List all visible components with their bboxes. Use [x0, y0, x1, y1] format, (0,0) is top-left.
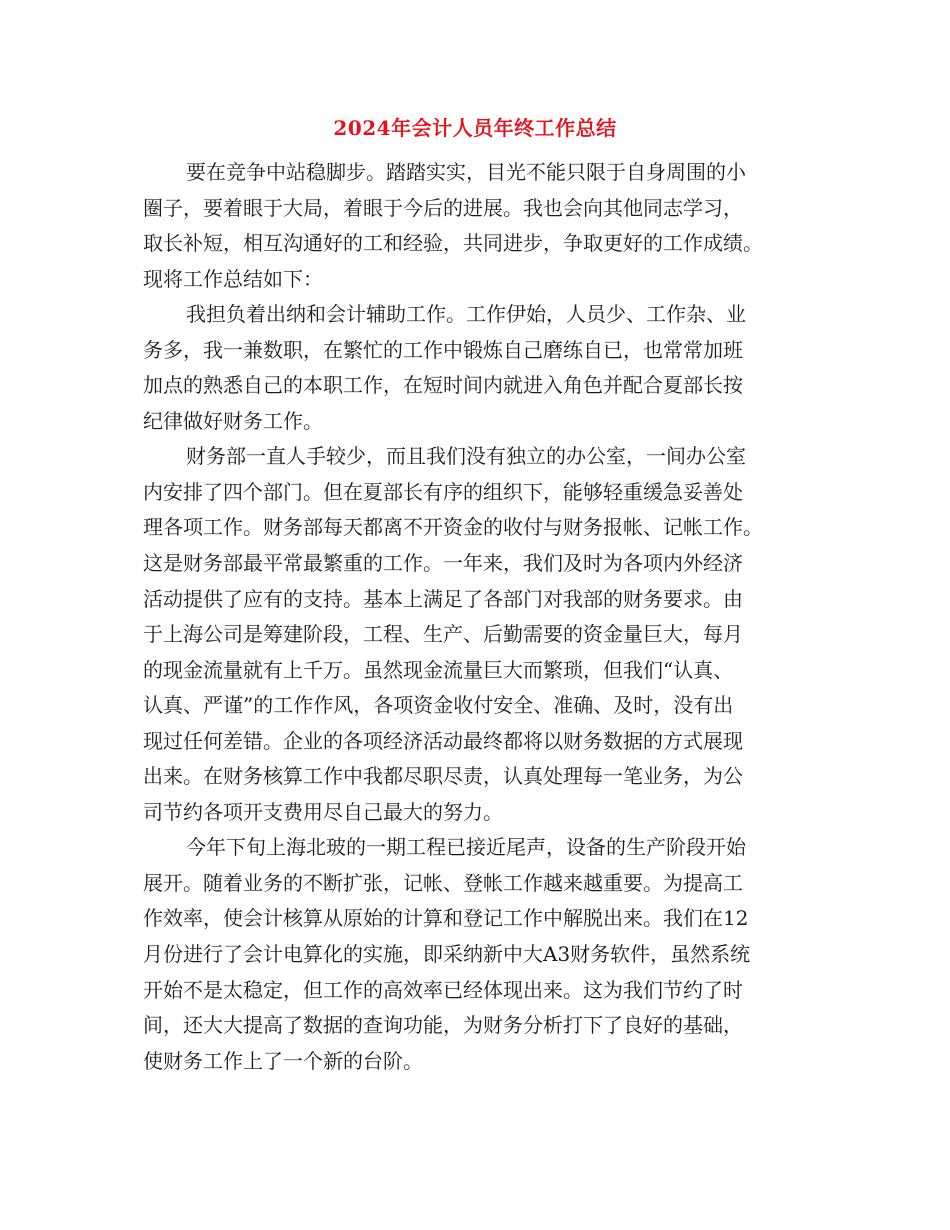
- paragraph: [143, 297, 813, 439]
- text-line: 认真、严谨”的工作作风，各项资金收付安全、准确、及时，没有出: [143, 693, 734, 718]
- text-line: 于上海公司是筹建阶段，工程、生产、后勤需要的资金量巨大，每月: [143, 622, 743, 647]
- text-line: 务多，我一兼数职，在繁忙的工作中锻炼自己磨练自已，也常常加班: [143, 337, 743, 362]
- text-line: 现过任何差错。企业的各项经济活动最终都将以财务数据的方式展现: [143, 728, 743, 753]
- text-line: 开始不是太稳定，但工作的高效率已经体现出来。这为我们节约了时: [143, 977, 743, 1002]
- text-line: 活动提供了应有的支持。基本上满足了各部门对我部的财务要求。由: [143, 586, 743, 611]
- paragraph: [143, 830, 813, 1079]
- text-line: 现将工作总结如下：: [143, 266, 323, 291]
- text-line: 间，还大大提高了数据的查询功能，为财务分析打下了良好的基础，: [143, 1013, 743, 1038]
- text-line: 取长补短，相互沟通好的工和经验，共同进步，争取更好的工作成绩。: [143, 231, 763, 256]
- document-title: 2024年会计人员年终工作总结: [333, 116, 617, 140]
- text-line: 圈子，要着眼于大局，着眼于今后的进展。我也会向其他同志学习，: [143, 195, 743, 220]
- paragraph: [143, 155, 813, 297]
- text-line: 这是财务部最平常最繁重的工作。一年来，我们及时为各项内外经济: [143, 551, 743, 576]
- text-line: 内安排了四个部门。但在夏部长有序的组织下，能够轻重缓急妥善处: [143, 479, 743, 504]
- text-line: 今年下旬上海北玻的一期工程已接近尾声，设备的生产阶段开始: [186, 835, 746, 860]
- text-line: 使财务工作上了一个新的台阶。: [143, 1048, 423, 1073]
- text-line: 要在竞争中站稳脚步。踏踏实实，目光不能只限于自身周围的小: [186, 160, 746, 184]
- text-line: 出来。在财务核算工作中我都尽职尽责，认真处理每一笔业务，为公: [143, 764, 743, 789]
- text-line: 司节约各项开支费用尽自己最大的努力。: [143, 799, 503, 824]
- paragraph: [143, 439, 813, 830]
- text-line: 的现金流量就有上千万。虽然现金流量巨大而繁琐，但我们“认真、: [143, 657, 734, 682]
- text-line: 加点的熟悉自己的本职工作，在短时间内就进入角色并配合夏部长按: [143, 373, 743, 398]
- text-line: 纪律做好财务工作。: [143, 408, 323, 433]
- text-line: 作效率，使会计核算从原始的计算和登记工作中解脱出来。我们在12: [143, 906, 749, 931]
- document-body: [143, 155, 813, 1079]
- text-line: 月份进行了会计电算化的实施，即采纳新中大A3财务软件，虽然系统: [143, 942, 751, 967]
- text-line: 理各项工作。财务部每天都离不开资金的收付与财务报帐、记帐工作。: [143, 515, 763, 540]
- text-line: 我担负着出纳和会计辅助工作。工作伊始，人员少、工作杂、业: [186, 302, 746, 327]
- text-line: 财务部一直人手较少，而且我们没有独立的办公室，一间办公室: [186, 444, 746, 469]
- text-line: 展开。随着业务的不断扩张，记帐、登帐工作越来越重要。为提高工: [143, 870, 743, 895]
